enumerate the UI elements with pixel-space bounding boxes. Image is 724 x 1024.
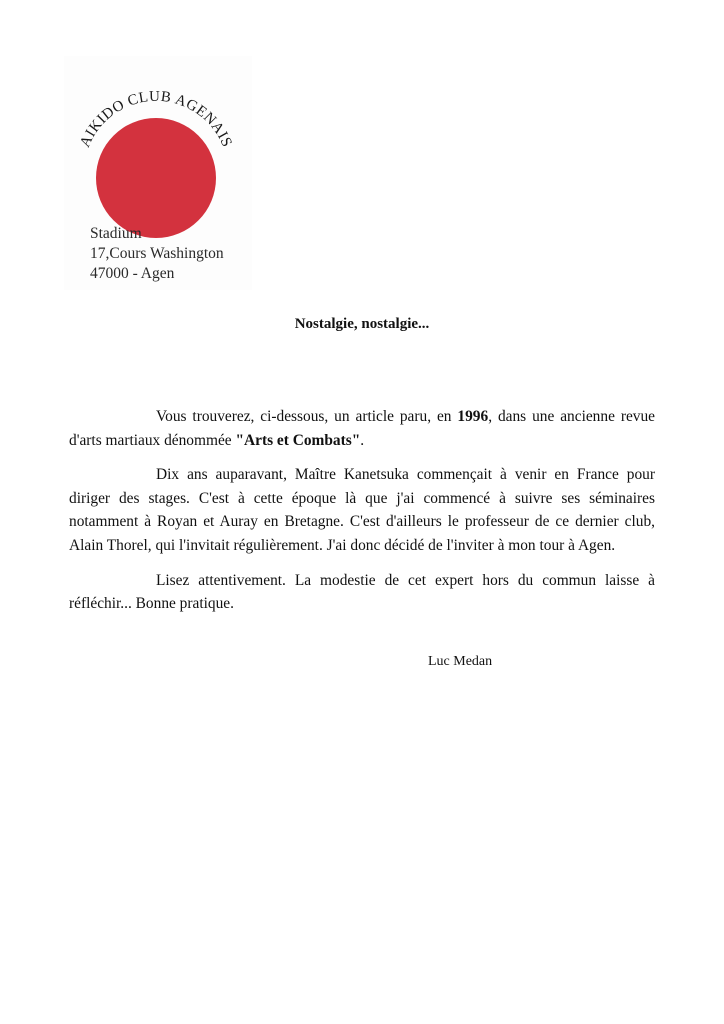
letter-body [69,405,655,627]
address-line-street: 17,Cours Washington [90,245,224,262]
paragraph-intro-part3: . [360,431,365,449]
paragraph-history: Dix ans auparavant, Maître Kanetsuka commençait à venir en France pour diriger des stages. C'est à cette époque là que j'ai commencé à suivre ses séminaires notamment à Royan et Auray en Bretagne. C'est d'ailleurs le professeur de ce dernier club, Alain Thorel, qui l'invitait régulièrement. J'ai donc décidé de l'inviter à mon tour à Agen. [69,466,655,554]
paragraph-closing: Lisez attentivement. La modestie de cet expert hors du commun laisse à réfléchir... Bonne pratique. [69,571,655,613]
paragraph-intro [69,405,655,452]
club-logo [64,56,252,290]
document-title: Nostalgie, nostalgie... [294,316,430,332]
magazine-name: "Arts et Combats" [235,431,361,449]
year-highlight: 1996 [457,408,489,425]
signature: Luc Medan [428,654,493,669]
paragraph-intro-part1: Vous trouverez, ci-dessous, un article paru, en [156,408,458,425]
paragraph-intro-part2: , dans une ancienne revue d'arts martiaux dénommée [69,408,655,449]
club-address [90,224,224,284]
address-line-city: 47000 - Agen [90,265,175,282]
club-name-arc: AIKIDO CLUB AGENAIS [77,88,235,150]
red-sun-disc [96,118,216,238]
address-line-venue: Stadium [90,225,142,242]
